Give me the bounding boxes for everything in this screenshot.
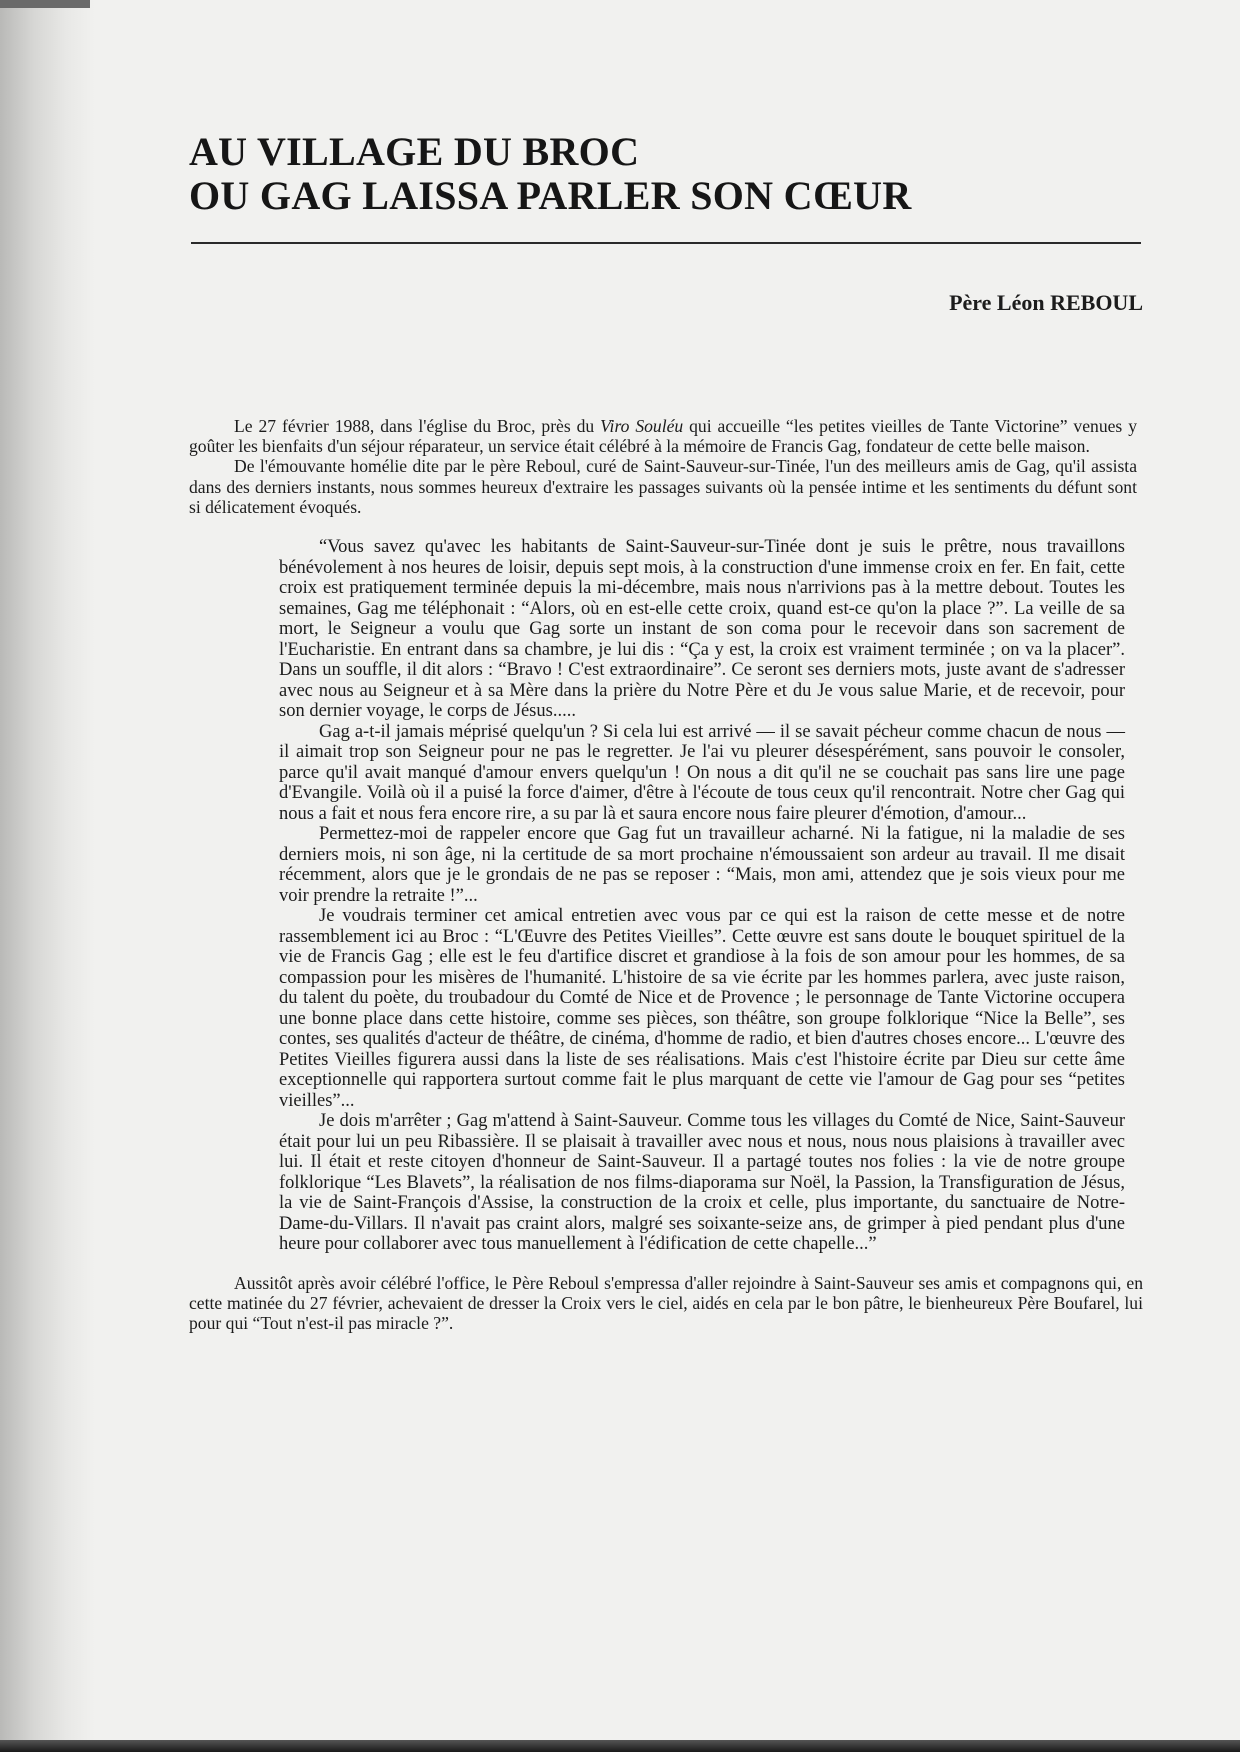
document-page: [189, 130, 1143, 1333]
article-body: [189, 416, 1143, 1333]
intro-p1-end: qui accueille “les petites vieilles de Tante Victorine” venues y goûter les bienfaits d'un séjour réparateur, un service était célébré à la mémoire de Francis Gag, fondateur de cette belle maison.: [189, 416, 1137, 457]
scan-bottom-edge: [0, 1740, 1240, 1752]
quote-paragraph-2: Gag a-t-il jamais méprisé quelqu'un ? Si cela lui est arrivé — il se savait pécheur comme chacun de nous — il aimait trop son Seigneur pour ne pas le regretter. Je l'ai vu pleurer désespérément, sans pouvoir le consoler, parce qu'il avait manqué d'amour envers quelqu'un ! On nous a dit qu'il ne se couchait pas sans lire une page d'Evangile. Voilà où il a puisé la force d'aimer, d'être à l'écoute de tous ceux qu'il rencontrait. Notre cher Gag qui nous a fait et nous fera encore rire, a su par là et saura encore nous faire pleurer d'émotion, d'amour...: [279, 721, 1125, 824]
closing-section: [189, 1273, 1143, 1334]
intro-section: [189, 416, 1143, 517]
article-title: [189, 130, 1143, 218]
closing-paragraph: Aussitôt après avoir célébré l'office, le Père Reboul s'empressa d'aller rejoindre à Saint-Sauveur ses amis et compagnons qui, en cette matinée du 27 février, achevaient de dresser la Croix vers le ciel, aidés en cela par le bon pâtre, le bienheureux Père Boufarel, lui pour qui “Tout n'est-il pas miracle ?”.: [189, 1272, 1143, 1333]
scan-top-edge: [0, 0, 90, 8]
intro-p1-italic: Viro Souléu: [600, 416, 684, 436]
title-divider: [191, 242, 1141, 244]
title-line-1: AU VILLAGE DU BROC: [189, 129, 640, 174]
quote-paragraph-3: Permettez-moi de rappeler encore que Gag fut un travailleur acharné. Ni la fatigue, ni la maladie de ses derniers mois, ni son âge, ni la certitude de sa mort prochaine n'émoussaient son ardeur au travail. Il me disait récemment, alors que je le grondais de ne pas se reposer : “Mais, mon ami, attendez que je sois vieux pour me voir prendre la retraite !”...: [279, 824, 1125, 906]
article-author: Père Léon REBOUL: [949, 290, 1143, 315]
quote-paragraph-5: Je dois m'arrêter ; Gag m'attend à Saint-Sauveur. Comme tous les villages du Comté de Nice, Saint-Sauveur était pour lui un peu Ribassière. Il se plaisait à travailler avec nous et nous, nous nous plaisions à travailler avec lui. Il était et reste citoyen d'honneur de Saint-Sauveur. Il a partagé toutes nos folies : la vie de notre groupe folklorique “Les Blavets”, la réalisation de nos films-diaporama sur Noël, la Passion, la Transfiguration de Jésus, la vie de Saint-François d'Assise, la construction de la croix et celle, plus importante, du sanctuaire de Notre-Dame-du-Villars. Il n'avait pas craint alors, malgré ses soixante-seize ans, de grimper à pied pendant plus d'une heure pour collaborer avec tous manuellement à l'édification de cette chapelle...”: [279, 1111, 1125, 1255]
intro-paragraph-1: [189, 416, 1137, 456]
quote-paragraph-1: “Vous savez qu'avec les habitants de Saint-Sauveur-sur-Tinée dont je suis le prêtre, nous travaillons bénévolement à nos heures de loisir, depuis sept mois, à la construction d'une immense croix en fer. En fait, cette croix est pratiquement terminée depuis la mi-décembre, mais nous n'arrivions pas à la mettre debout. Toutes les semaines, Gag me téléphonait : “Alors, où en est-elle cette croix, quand est-ce qu'on la place ?”. La veille de sa mort, le Seigneur a voulu que Gag sorte un instant de son coma pour le recevoir dans son sacrement de l'Eucharistie. En entrant dans sa chambre, je lui dis : “Ça y est, la croix est vraiment terminée ; on va la placer”. Dans un souffle, il dit alors : “Bravo ! C'est extraordinaire”. Ce seront ses derniers mots, juste avant de s'adresser avec nous au Seigneur et à sa Mère dans la prière du Notre Père et du Je vous salue Marie, et de recevoir, pour son dernier voyage, le corps de Jésus.....: [279, 537, 1125, 722]
title-line-2: OU GAG LAISSA PARLER SON CŒUR: [189, 173, 912, 218]
intro-paragraph-2: De l'émouvante homélie dite par le père Reboul, curé de Saint-Sauveur-sur-Tinée, l'un des meilleurs amis de Gag, qu'il assista dans des derniers instants, nous sommes heureux d'extraire les passages suivants où la pensée intime et les sentiments du défunt sont si délicatement évoqués.: [189, 456, 1137, 517]
scan-binding-shadow: [0, 0, 95, 1752]
intro-p1-start: Le 27 février 1988, dans l'église du Broc, près du: [234, 416, 601, 436]
quote-paragraph-4: Je voudrais terminer cet amical entretien avec vous par ce qui est la raison de cette messe et de notre rassemblement ici au Broc : “L'Œuvre des Petites Vieilles”. Cette œuvre est sans doute le bouquet spirituel de la vie de Francis Gag ; elle est le feu d'artifice discret et grandiose à la fois de son amour pour les hommes, de sa compassion pour les misères de l'humanité. L'histoire de sa vie écrite par les hommes parlera, avec juste raison, du talent du poète, du troubadour du Comté de Nice et de Provence ; le personnage de Tante Victorine occupera une bonne place dans cette histoire, comme ses pièces, son théâtre, son groupe folklorique “Nice la Belle”, ses contes, ses qualités d'acteur de théâtre, de cinéma, d'homme de radio, et bien d'autres choses encore... L'œuvre des Petites Vieilles figurera aussi dans la liste de ses réalisations. Mais c'est l'histoire écrite par Dieu sur cette âme exceptionnelle qui rapportera surtout comme fait le plus marquant de cette vie l'amour de Gag pour ses “petites vieilles”...: [279, 906, 1125, 1111]
homily-quote: [279, 537, 1125, 1255]
